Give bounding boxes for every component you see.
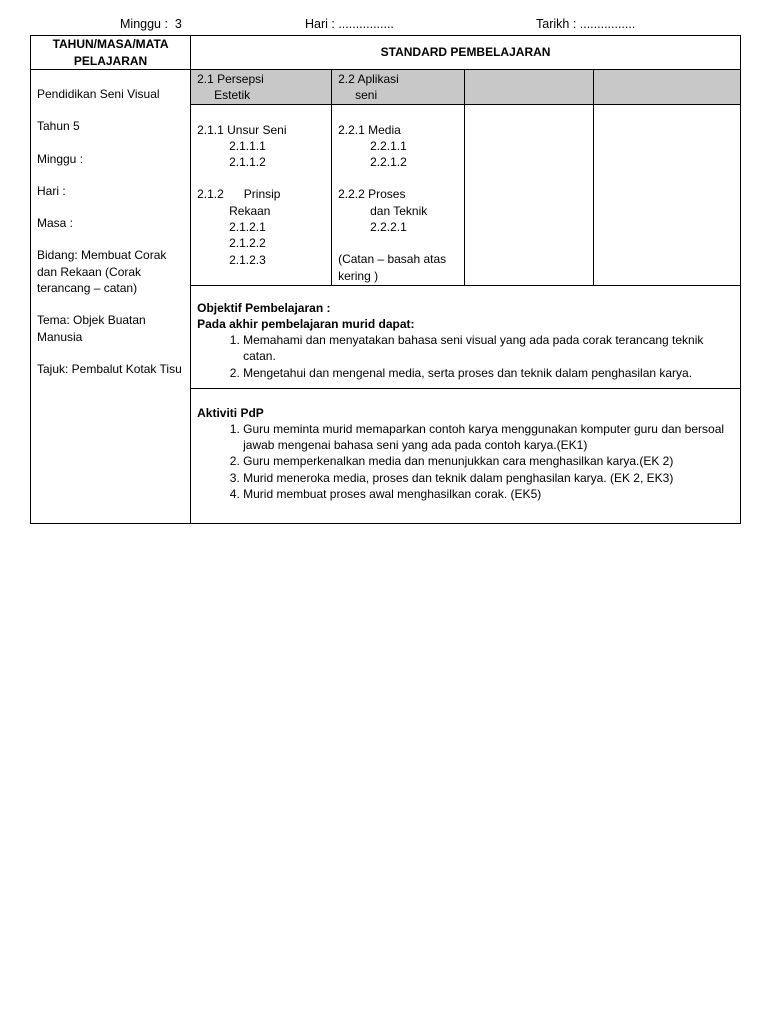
list-item: 4. Murid membuat proses awal menghasilkan corak. (EK5) bbox=[243, 486, 734, 502]
standard-line: 2.2.2 Proses bbox=[338, 187, 406, 202]
standard-line: 2.1.2.2 bbox=[229, 236, 266, 251]
standard-title-line: 2.2 Aplikasi bbox=[338, 72, 399, 86]
standard-line: 2.2.1.2 bbox=[370, 155, 407, 170]
standard-line: 2.1.1 Unsur Seni bbox=[197, 122, 287, 137]
header-minggu: Minggu : 3 bbox=[120, 17, 182, 31]
header-hari: Hari : ................ bbox=[305, 17, 394, 31]
minggu-label: Minggu : bbox=[37, 151, 84, 166]
standard-line: 2.2.2.1 bbox=[370, 220, 407, 235]
standard-line: 2.1.2.1 bbox=[229, 220, 266, 235]
subject-info-cell bbox=[31, 70, 191, 524]
aktiviti-title: Aktiviti PdP bbox=[197, 405, 264, 420]
standard-title-2-2 bbox=[332, 70, 465, 105]
standard-line: Rekaan bbox=[229, 203, 271, 218]
list-item: 2. Mengetahui dan mengenal media, serta proses dan teknik dalam penghasilan karya. bbox=[243, 365, 734, 381]
standard-line: 2.2.1.1 bbox=[370, 138, 407, 153]
standard-list-2-2 bbox=[332, 104, 465, 285]
standard-line: kering ) bbox=[338, 268, 379, 283]
tahun-label: Tahun 5 bbox=[37, 119, 80, 134]
col-header-tahun-masa: TAHUN/MASA/MATA PELAJARAN bbox=[31, 36, 191, 70]
masa-label: Masa : bbox=[37, 216, 74, 231]
standard-line: 2.1.2.3 bbox=[229, 252, 266, 267]
standard-line: 2.2.1 Media bbox=[338, 122, 401, 137]
empty-cell bbox=[593, 104, 740, 285]
objektif-title: Objektif Pembelajaran : bbox=[197, 300, 331, 315]
list-item: 1. Memahami dan menyatakan bahasa seni visual yang ada pada corak terancang teknik catan. bbox=[243, 332, 734, 365]
standard-line: (Catan – basah atas bbox=[338, 252, 447, 267]
hari-label: Hari : bbox=[37, 183, 66, 198]
tema-label: Tema: Objek Buatan Manusia bbox=[37, 313, 146, 344]
standard-list-2-1 bbox=[191, 104, 332, 285]
lesson-plan-table bbox=[30, 35, 741, 524]
standard-line: 2.1.1.2 bbox=[229, 155, 266, 170]
col-header-standard: STANDARD PEMBELAJARAN bbox=[191, 36, 741, 70]
objektif-subtitle: Pada akhir pembelajaran murid dapat: bbox=[197, 316, 415, 331]
standard-title-2-1 bbox=[191, 70, 332, 105]
standard-title-line: Estetik bbox=[214, 88, 251, 103]
header-tarikh: Tarikh : ................ bbox=[536, 17, 636, 31]
standard-line: 2.1.1.1 bbox=[229, 138, 266, 153]
standard-line: 2.1.2 Prinsip bbox=[197, 187, 281, 202]
tajuk-label: Tajuk: Pembalut Kotak Tisu bbox=[37, 361, 182, 376]
list-item: 3. Murid meneroka media, proses dan teknik dalam penghasilan karya. (EK 2, EK3) bbox=[243, 470, 734, 486]
empty-shaded-cell bbox=[593, 70, 740, 105]
aktiviti-list bbox=[197, 421, 734, 502]
list-item: 2. Guru memperkenalkan media dan menunjukkan cara menghasilkan karya.(EK 2) bbox=[243, 453, 734, 469]
standard-title-line: 2.1 Persepsi bbox=[197, 72, 264, 86]
objektif-section bbox=[191, 285, 741, 388]
subject-label: Pendidikan Seni Visual bbox=[37, 87, 160, 101]
empty-cell bbox=[465, 104, 594, 285]
standard-line: dan Teknik bbox=[370, 203, 428, 218]
aktiviti-section bbox=[191, 388, 741, 523]
standard-title-line: seni bbox=[355, 88, 378, 103]
bidang-label: Bidang: Membuat Corak dan Rekaan (Corak terancang – catan) bbox=[37, 248, 167, 296]
list-item: 1. Guru meminta murid memaparkan contoh karya menggunakan komputer guru dan bersoal jawab mengenai bahasa seni yang ada pada contoh karya.(EK1) bbox=[243, 421, 734, 454]
empty-shaded-cell bbox=[465, 70, 594, 105]
objektif-list bbox=[197, 332, 734, 381]
